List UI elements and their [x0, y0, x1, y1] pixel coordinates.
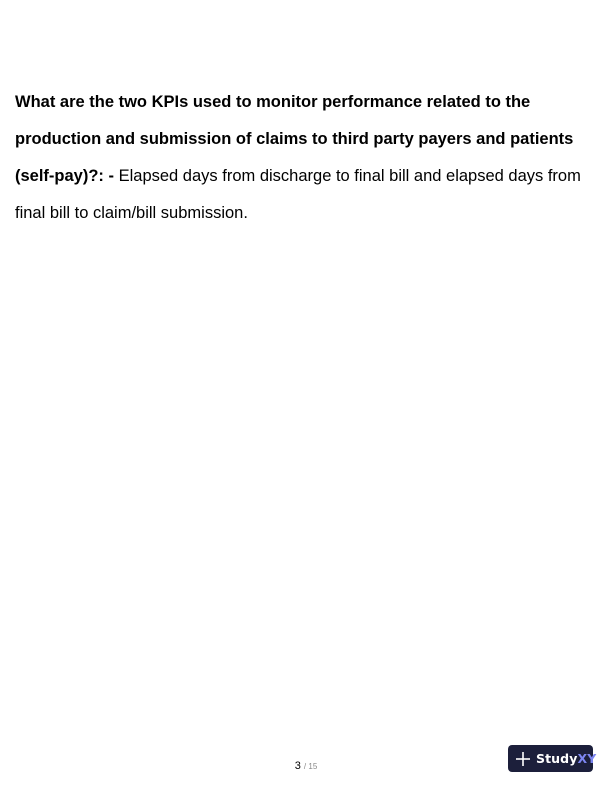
question-answer-separator: - [103, 167, 119, 185]
studyxy-logo [508, 745, 597, 772]
brand-name-main: Study [536, 751, 578, 766]
brand-name [536, 751, 596, 766]
flashcard-text [15, 84, 605, 232]
page-current: 3 [294, 760, 301, 772]
answer-text: Elapsed days from discharge to final bill and elapsed days from final bill to claim/bill submission. [15, 167, 581, 222]
page-total: / 15 [303, 762, 318, 771]
plus-icon [515, 751, 531, 767]
brand-name-accent: XY [577, 751, 597, 766]
question-text: What are the two KPIs used to monitor performance related to the production and submission of claims to third party payers and patients (self-pay)?: [15, 93, 574, 185]
